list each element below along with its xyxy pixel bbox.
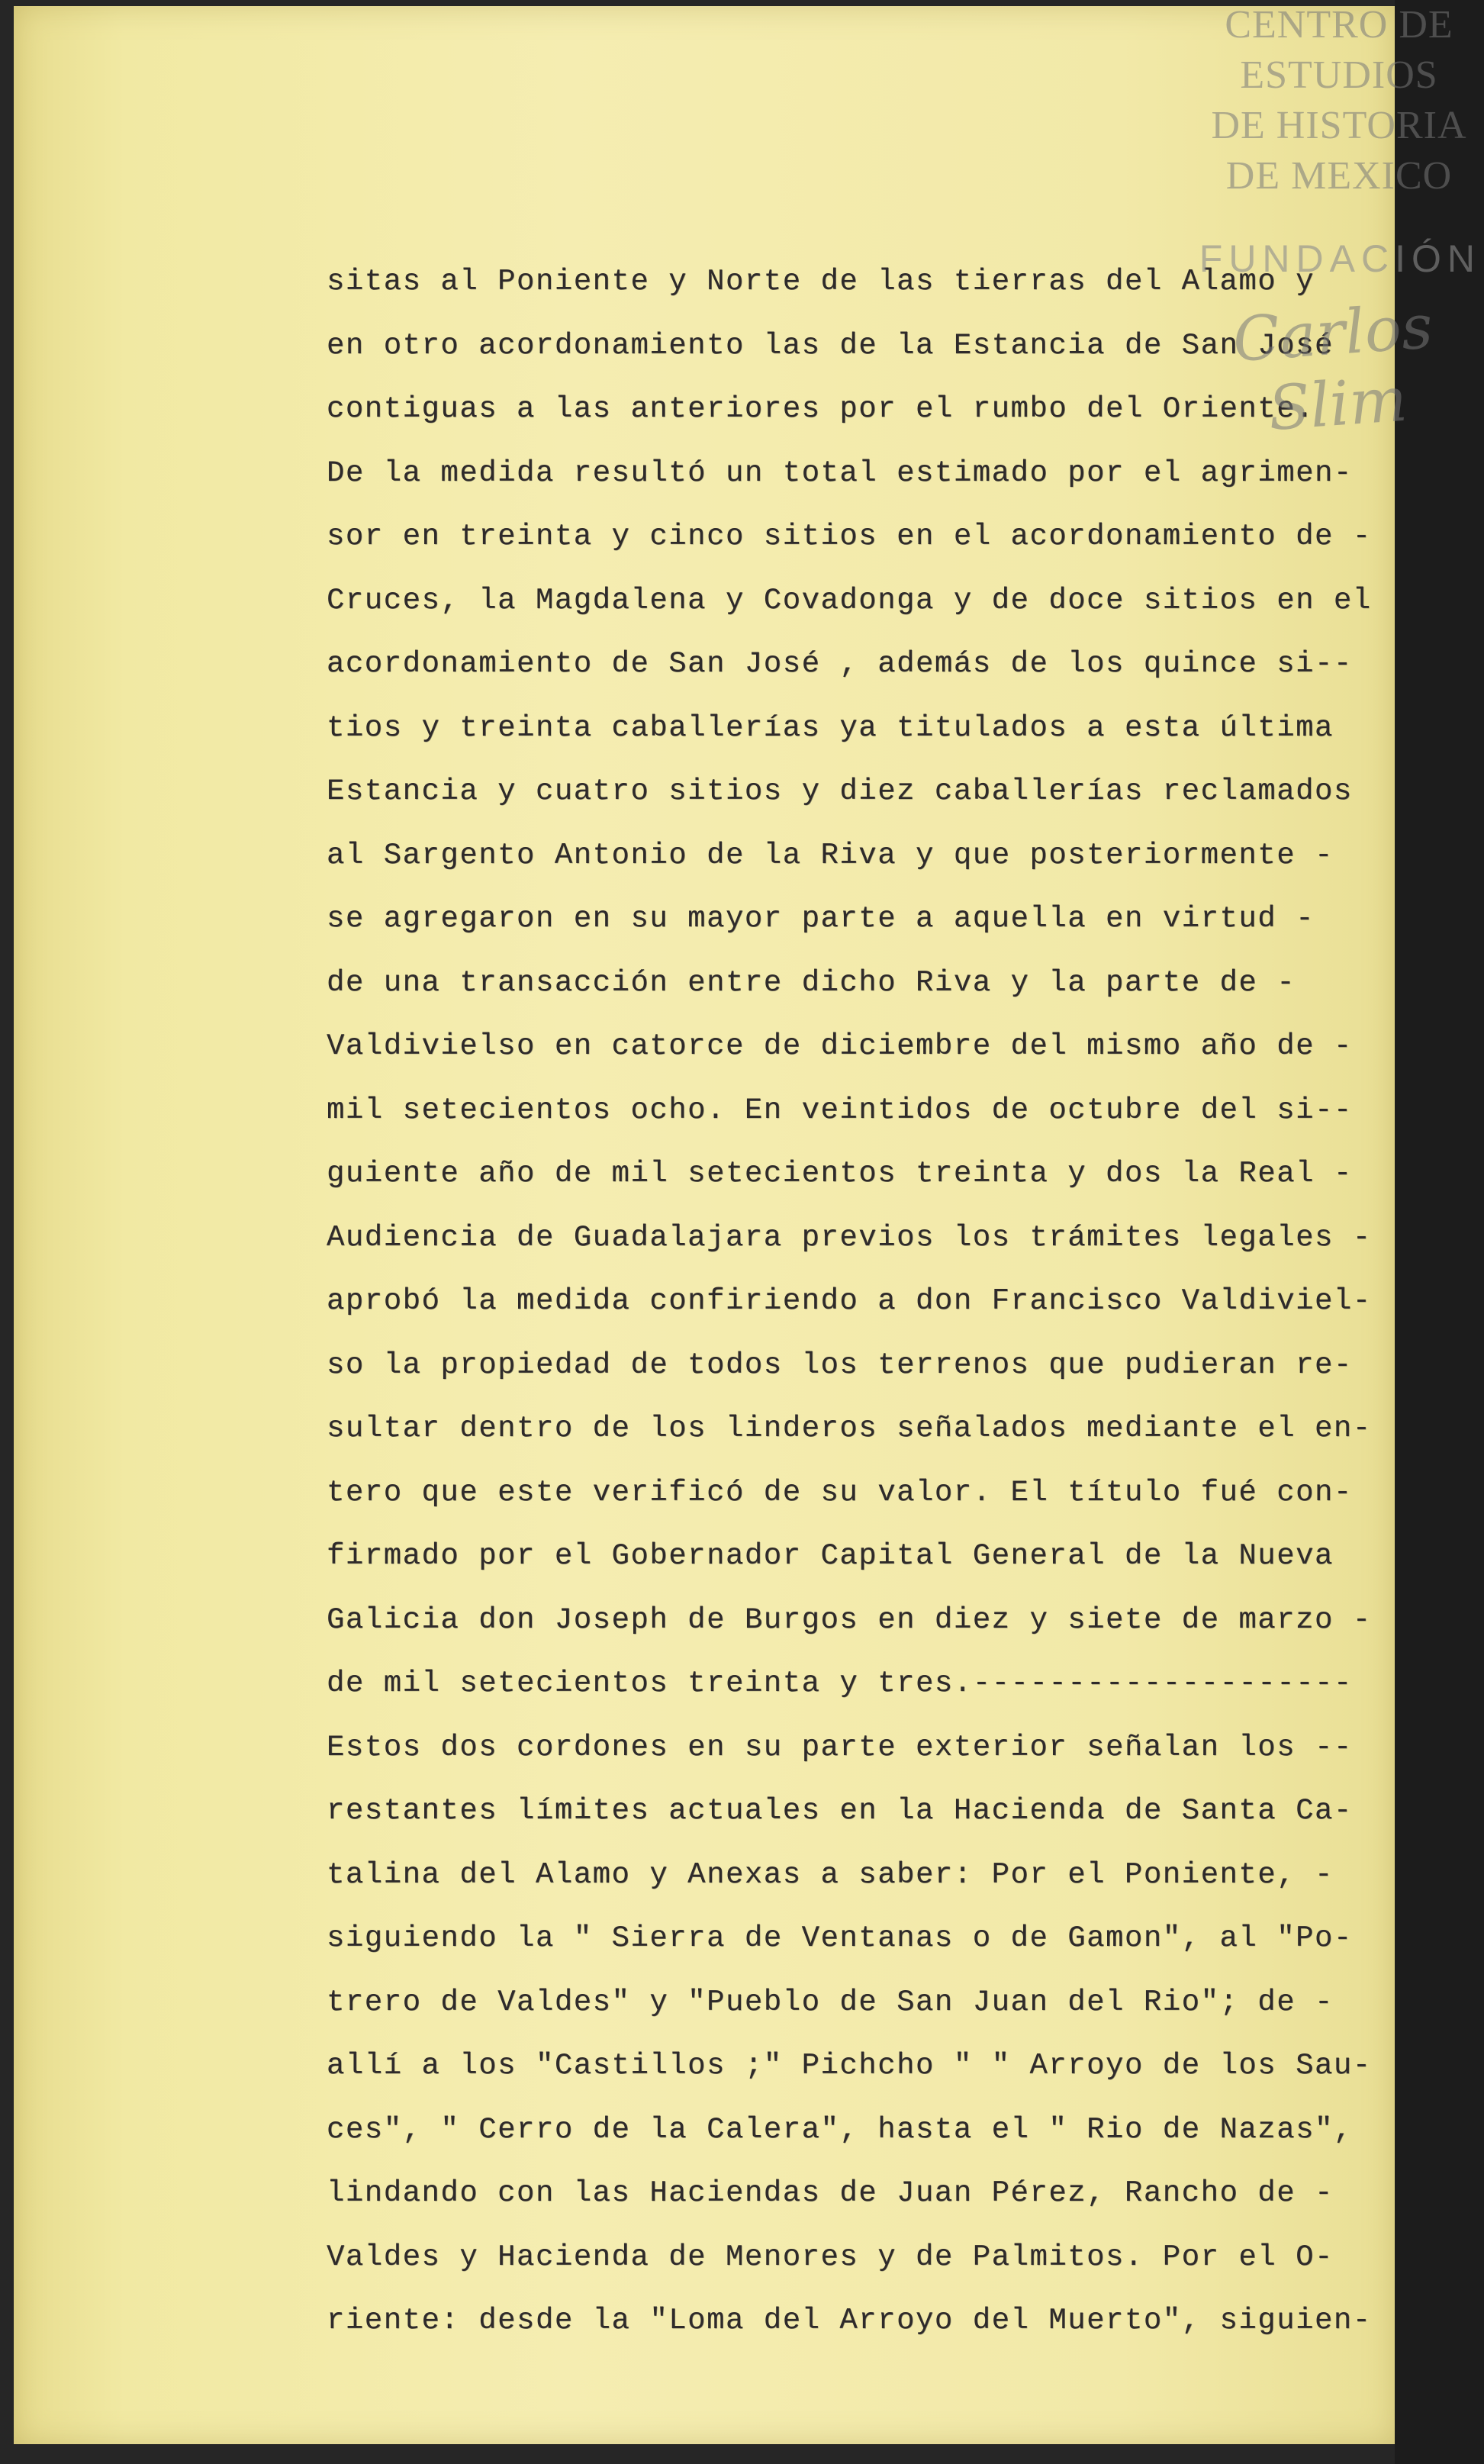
text-line: se agregaron en su mayor parte a aquella en virtud -: [327, 902, 1315, 936]
text-line: de mil setecientos treinta y tres.--------------------: [327, 1667, 1353, 1700]
text-line: lindando con las Haciendas de Juan Pérez, Rancho de -: [327, 2176, 1334, 2210]
text-line: Cruces, la Magdalena y Covadonga y de doce sitios en el: [327, 583, 1372, 617]
text-line: restantes límites actuales en la Hacienda de Santa Ca-: [327, 1794, 1353, 1828]
watermark-line: DE HISTORIA: [1211, 104, 1467, 147]
text-line: acordonamiento de San José , además de los quince si--: [327, 647, 1353, 681]
text-line: guiente año de mil setecientos treinta y dos la Real -: [327, 1157, 1353, 1190]
text-line: tero que este verificó de su valor. El título fué con-: [327, 1475, 1353, 1509]
text-line: trero de Valdes" y "Pueblo de San Juan del Rio"; de -: [327, 1985, 1334, 2019]
text-line: Estos dos cordones en su parte exterior señalan los --: [327, 1730, 1353, 1764]
text-line: Valdivielso en catorce de diciembre del mismo año de -: [327, 1029, 1353, 1063]
text-line: aprobó la medida confiriendo a don Francisco Valdiviel-: [327, 1284, 1372, 1318]
text-line: sitas al Poniente y Norte de las tierras del Alamo y: [327, 265, 1315, 298]
text-line: al Sargento Antonio de la Riva y que posteriormente -: [327, 838, 1334, 872]
text-line: so la propiedad de todos los terrenos que pudieran re-: [327, 1348, 1353, 1382]
typewritten-text: [327, 250, 1395, 2353]
text-line: sor en treinta y cinco sitios en el acordonamiento de -: [327, 520, 1372, 553]
text-line: en otro acordonamiento las de la Estancia de San José: [327, 328, 1334, 362]
text-line: siguiendo la " Sierra de Ventanas o de Gamon", al "Po-: [327, 1921, 1353, 1955]
text-line: Galicia don Joseph de Burgos en diez y siete de marzo -: [327, 1602, 1372, 1637]
text-line: Valdes y Hacienda de Menores y de Palmitos. Por el O-: [327, 2240, 1334, 2274]
text-line: tios y treinta caballerías ya titulados a esta última: [327, 710, 1334, 745]
text-line: firmado por el Gobernador Capital General de la Nueva: [327, 1539, 1334, 1573]
text-line: Audiencia de Guadalajara previos los trámites legales -: [327, 1220, 1372, 1255]
paper-sheet: [14, 6, 1395, 2444]
text-line: ces", " Cerro de la Calera", hasta el " Rio de Nazas",: [327, 2112, 1353, 2147]
watermark-line: ESTUDIOS: [1240, 53, 1438, 97]
text-line: allí a los "Castillos ;" Pichcho " " Arroyo de los Sau-: [327, 2049, 1372, 2082]
text-line: de una transacción entre dicho Riva y la parte de -: [327, 965, 1296, 1000]
watermark-signature: Carlos Slim: [1230, 291, 1435, 445]
archive-watermark: [1194, 0, 1484, 445]
text-line: De la medida resultó un total estimado por el agrimen-: [327, 456, 1353, 490]
text-line: mil setecientos ocho. En veintidos de octubre del si--: [327, 1093, 1353, 1127]
text-line: sultar dentro de los linderos señalados mediante el en-: [327, 1412, 1372, 1445]
text-line: contiguas a las anteriores por el rumbo del Oriente.: [327, 392, 1315, 426]
text-line: riente: desde la "Loma del Arroyo del Muerto", siguien-: [327, 2304, 1372, 2337]
watermark-line: DE MEXICO: [1225, 154, 1453, 198]
watermark-line: CENTRO DE: [1225, 3, 1453, 47]
text-line: talina del Alamo y Anexas a saber: Por el Poniente, -: [327, 1857, 1334, 1892]
watermark-foundation: FUNDACIÓN: [1199, 237, 1481, 280]
text-line: Estancia y cuatro sitios y diez caballerías reclamados: [327, 775, 1353, 808]
